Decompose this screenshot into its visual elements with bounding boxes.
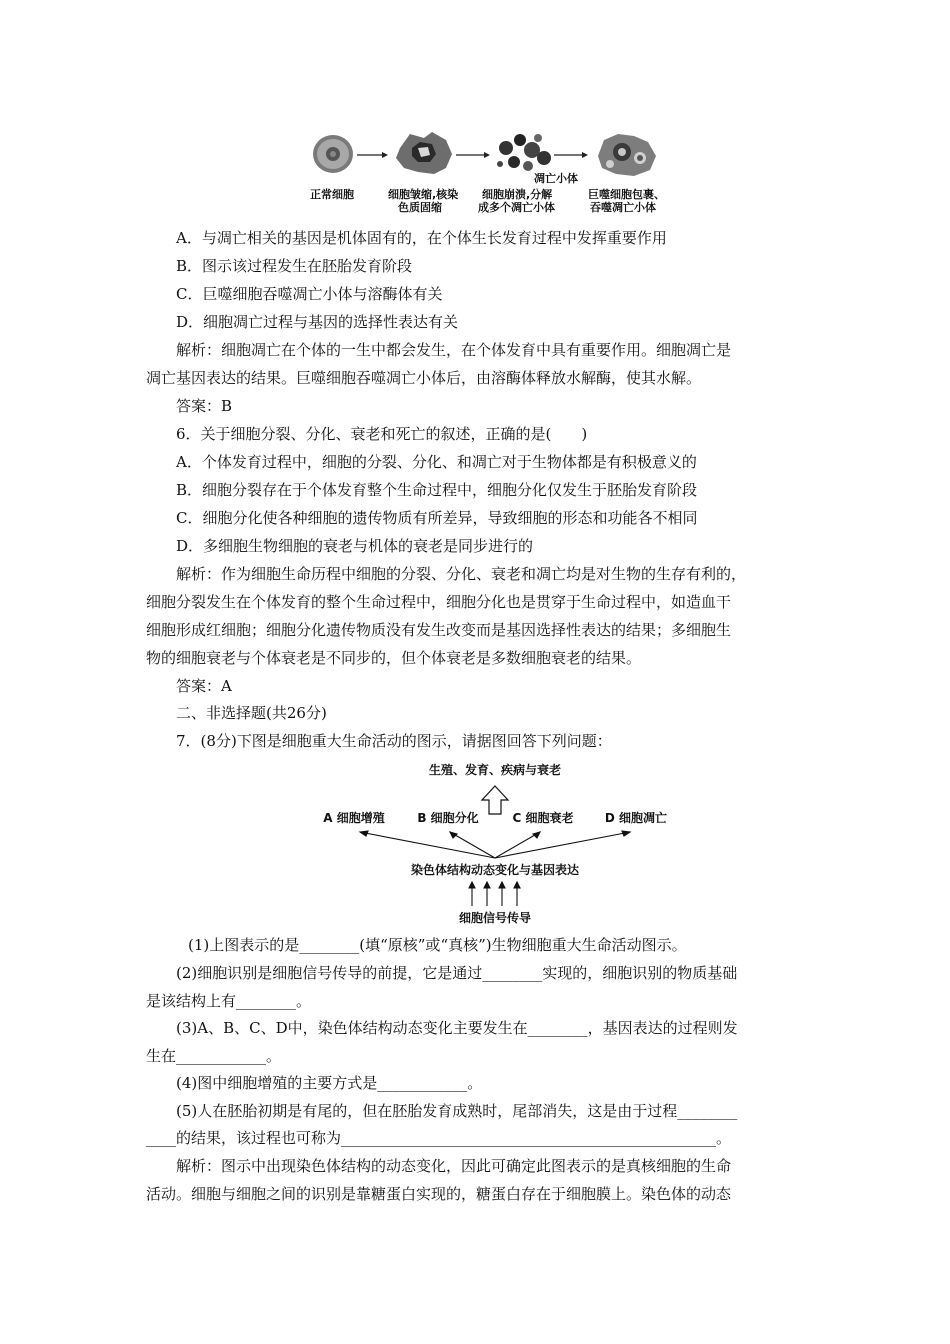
- label-collapse-2: 成多个凋亡小体: [478, 201, 555, 214]
- q7-sub2-line2: 是该结构上有________。: [146, 992, 312, 1010]
- q5-option-d: D．细胞凋亡过程与基因的选择性表达有关: [176, 313, 459, 331]
- label-shrunk-2: 色质固缩: [398, 201, 442, 214]
- q7-sub5-line1: (5)人在胚胎初期是有尾的，但在胚胎发育成熟时，尾部消失，这是由于过程________: [176, 1102, 738, 1120]
- q7-sub3-line1: (3)A、B、C、D中，染色体结构动态变化主要发生在________，基因表达的过程则发: [176, 1019, 738, 1037]
- apoptosis-figure: [300, 128, 680, 214]
- q6-option-a: A．个体发育过程中，细胞的分裂、分化、和凋亡对于生物体都是有积极意义的: [176, 453, 697, 471]
- diagram-top-label: 生殖、发育、疾病与衰老: [428, 763, 562, 777]
- q7-sub5-line2: ____的结果，该过程也可称为__________________________________________________。: [146, 1129, 732, 1147]
- cell-activity-diagram: [310, 758, 680, 928]
- q5-option-c: C．巨噬细胞吞噬凋亡小体与溶酶体有关: [176, 285, 443, 303]
- signal-arrows: [469, 882, 520, 906]
- shrunk-cell-image: [396, 132, 452, 174]
- diagram-item-d: D 细胞凋亡: [604, 811, 668, 825]
- q6-option-b: B．细胞分裂存在于个体发育整个生命过程中，细胞分化仅发生于胚胎发育阶段: [176, 481, 698, 499]
- q7-stem: 7．(8分)下图是细胞重大生命活动的图示，请据图回答下列问题：: [176, 732, 612, 750]
- diverging-arrows: [360, 831, 630, 858]
- q5-analysis-line2: 凋亡基因表达的结果。巨噬细胞吞噬凋亡小体后，由溶酶体释放水解酶，使其水解。: [146, 369, 702, 387]
- q5-option-a: A．与凋亡相关的基因是机体固有的，在个体生长发育过程中发挥重要作用: [176, 229, 667, 247]
- q6-stem: 6．关于细胞分裂、分化、衰老和死亡的叙述，正确的是( ): [176, 425, 588, 443]
- diagram-bottom-label: 细胞信号传导: [458, 911, 532, 925]
- q6-option-c: C．细胞分化使各种细胞的遗传物质有所差异，导致细胞的形态和功能各不相同: [176, 509, 698, 527]
- q5-option-b: B．图示该过程发生在胚胎发育阶段: [176, 257, 413, 275]
- diagram-middle-label: 染色体结构动态变化与基因表达: [410, 863, 580, 877]
- q7-analysis-line1: 解析：图示中出现染色体结构的动态变化，因此可确定此图表示的是真核细胞的生命: [176, 1157, 732, 1175]
- label-shrunk-1: 细胞皱缩,核染: [388, 188, 459, 201]
- label-macrophage-1: 巨噬细胞包裹、: [588, 188, 665, 201]
- diagram-item-b: B 细胞分化: [417, 811, 479, 825]
- q6-analysis-line2: 细胞分裂发生在个体发育的整个生命过程中，细胞分化也是贯穿于生命过程中，如造血干: [146, 593, 732, 611]
- macrophage-image: [598, 134, 656, 176]
- q6-answer: 答案：A: [176, 677, 232, 695]
- q7-sub1: (1)上图表示的是________(填“原核”或“真核”)生物细胞重大生命活动图示。: [188, 936, 687, 954]
- label-normal-cell: 正常细胞: [310, 188, 354, 201]
- normal-cell-image: [313, 135, 353, 173]
- q5-answer: 答案：B: [176, 397, 233, 415]
- q6-analysis-line4: 物的细胞衰老与个体衰老是不同步的，但个体衰老是多数细胞衰老的结果。: [146, 649, 642, 667]
- label-apoptotic-body: 凋亡小体: [534, 172, 578, 185]
- apoptotic-bodies-image: [497, 134, 551, 171]
- q7-sub2-line1: (2)细胞识别是细胞信号传导的前提，它是通过________实现的，细胞识别的物质基础: [176, 964, 738, 982]
- q5-analysis-line1: 解析：细胞凋亡在个体的一生中都会发生，在个体发育中具有重要作用。细胞凋亡是: [176, 341, 732, 359]
- section2-title: 二、非选择题(共26分): [176, 704, 327, 722]
- hollow-up-arrow: [482, 786, 508, 814]
- label-macrophage-2: 吞噬凋亡小体: [590, 201, 656, 214]
- q6-option-d: D．多细胞生物细胞的衰老与机体的衰老是同步进行的: [176, 537, 534, 555]
- label-collapse-1: 细胞崩溃,分解: [482, 188, 553, 201]
- diagram-item-c: C 细胞衰老: [512, 811, 574, 825]
- q7-analysis-line2: 活动。细胞与细胞之间的识别是靠糖蛋白实现的，糖蛋白存在于细胞膜上。染色体的动态: [146, 1185, 732, 1203]
- diagram-item-a: A 细胞增殖: [323, 811, 385, 825]
- q6-analysis-line3: 细胞形成红细胞；细胞分化遗传物质没有发生改变而是基因选择性表达的结果；多细胞生: [146, 621, 732, 639]
- q7-sub3-line2: 生在____________。: [146, 1047, 282, 1065]
- q7-sub4: (4)图中细胞增殖的主要方式是____________。: [176, 1074, 483, 1092]
- q6-analysis-line1: 解析：作为细胞生命历程中细胞的分裂、分化、衰老和凋亡均是对生物的生存有利的，: [176, 565, 747, 583]
